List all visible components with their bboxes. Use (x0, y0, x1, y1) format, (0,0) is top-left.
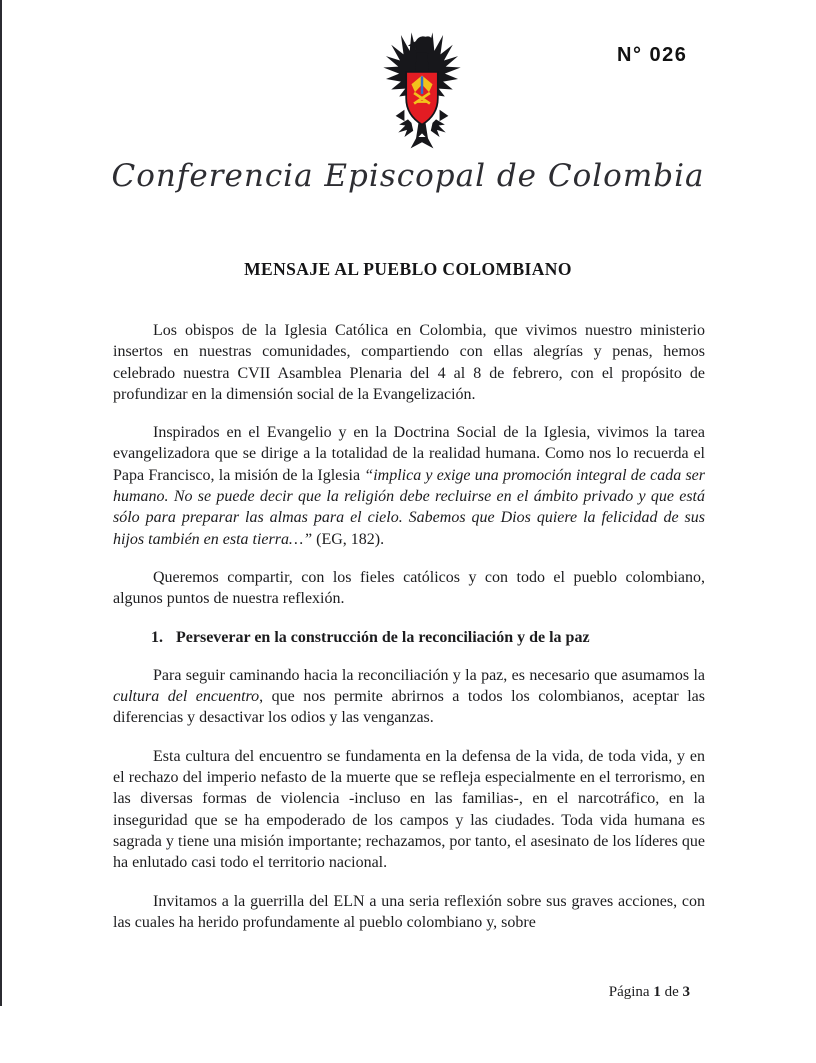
paragraph-run: Invitamos a la guerrilla del ELN a una seria reflexión sobre sus graves acciones, con las cuales ha herido profundamente al pueblo colombiano y, sobre (113, 892, 705, 931)
document-body (113, 320, 705, 950)
page-number: 1 (653, 984, 661, 1000)
section-heading (113, 627, 705, 648)
paragraph (113, 320, 705, 405)
footer-run: Página (608, 984, 654, 1000)
paragraph (113, 422, 705, 550)
paragraph (113, 665, 705, 729)
paragraph-run: Queremos compartir, con los fieles católicos y con todo el pueblo colombiano, algunos puntos de nuestra reflexión. (113, 568, 705, 608)
document-number: N° 026 (617, 44, 688, 66)
section-heading-label: Perseverar en la construcción de la reconciliación y de la paz (176, 628, 590, 646)
organization-name: Conferencia Episcopal de Colombia (111, 158, 705, 194)
episcopal-eagle-crest-icon (378, 28, 466, 151)
paragraph (113, 567, 705, 610)
paragraph-run-italic: “implica y exige una promoción integral de cada ser humano. No se puede decir que la religión debe recluirse en el ámbito privado y que está sólo para preparar las almas para el cielo. Sabemos que Dios quiere la felicidad de sus hijos también en esta tierra…” (113, 466, 705, 548)
document-title: MENSAJE AL PUEBLO COLOMBIANO (244, 259, 572, 279)
paragraph-run: (EG, 182). (312, 530, 385, 548)
section-number: 1. (151, 628, 163, 646)
paragraph-run: Los obispos de la Iglesia Católica en Colombia, que vivimos nuestro ministerio insertos en nuestras comunidades, compartiendo con ellas alegrías y penas, hemos celebrado nuestra CVII Asamblea Plenaria del 4 al 8 de febrero, con el propósito de profundizar en la dimensión social de la Evangelización. (113, 322, 705, 403)
paragraph-run: Para seguir caminando hacia la reconciliación y la paz, es necesario que asumamos la (153, 666, 705, 684)
paragraph-run: , que nos permite abrirnos a todos los colombianos, aceptar las diferencias y desactivar los odios y las venganzas. (113, 688, 705, 727)
paragraph-run: Esta cultura del encuentro se fundamenta en la defensa de la vida, de toda vida, y en el rechazo del imperio nefasto de la muerte que se refleja especialmente en el terrorismo, en las diversas formas de violencia -incluso en las familias-, en el narcotráfico, en la inseguridad que se ha empoderado de los campos y las ciudades. Toda vida humana es sagrada y tiene una misión importante; rechazamos, por tanto, el asesinato de los líderes que ha enlutado casi todo el territorio nacional. (113, 747, 705, 872)
paragraph-run-italic: cultura del encuentro (113, 688, 260, 706)
page-footer-text (609, 984, 690, 1001)
page-number: 3 (682, 984, 690, 1000)
footer-run: de (660, 984, 683, 1000)
paragraph-run: Inspirados en el Evangelio y en la Doctrina Social de la Iglesia, vivimos la tarea evangelizadora que se dirige a la totalidad de la realidad humana. Como nos lo recuerda el Papa Francisco, la misión de la Iglesia (113, 424, 705, 484)
scan-edge-artifact (0, 0, 2, 1006)
paragraph (113, 746, 705, 874)
paragraph (113, 891, 705, 934)
